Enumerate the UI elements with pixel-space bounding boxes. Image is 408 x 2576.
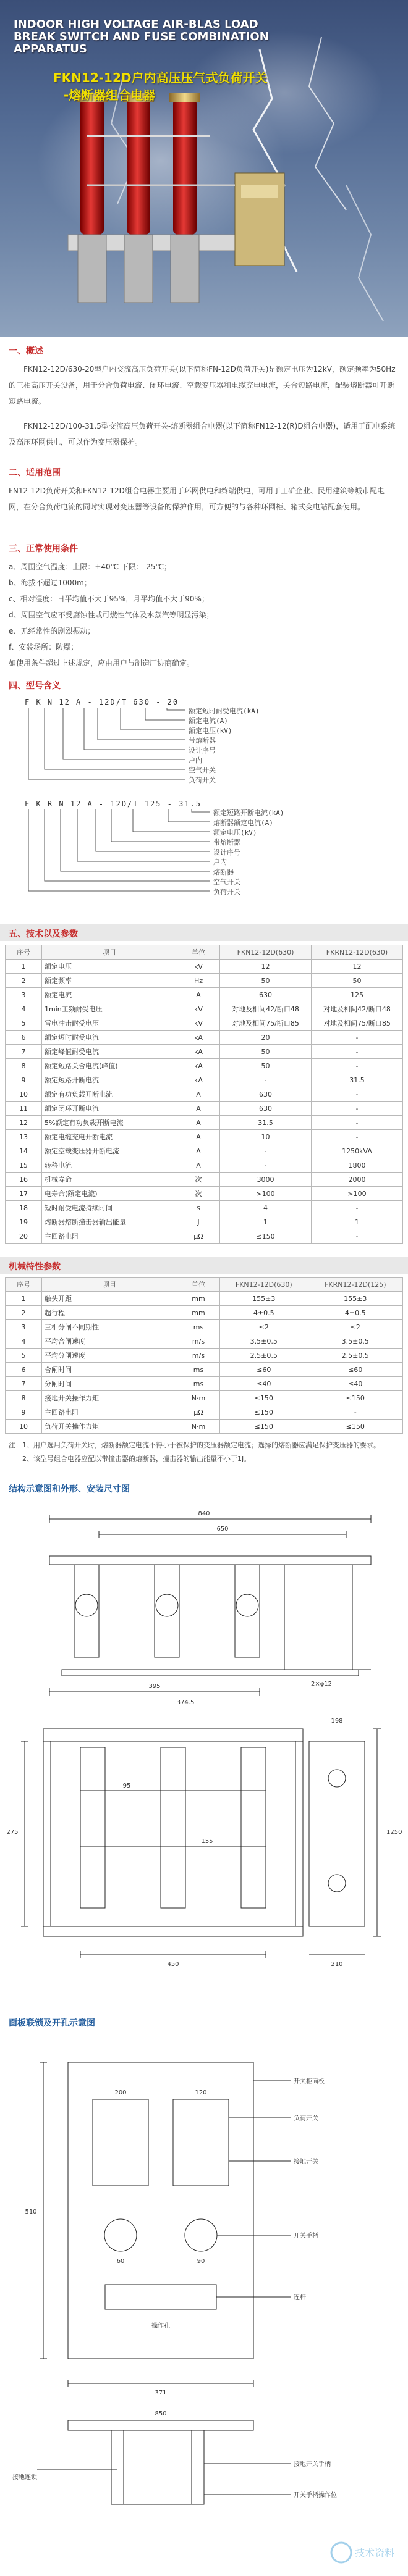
table-cell: kV (177, 1016, 220, 1031)
table-row (6, 1059, 403, 1073)
table-cell: A (177, 1087, 220, 1102)
model-code-2-label: 设计序号 (213, 848, 240, 856)
mech-params-title: 机械特性参数 (9, 1262, 61, 1272)
table-cell: 次 (177, 1173, 220, 1187)
section-scope-title: 二、适用范围 (9, 468, 61, 478)
table-cell: 2 (6, 974, 42, 988)
table-cell: A (177, 1102, 220, 1116)
table-cell: ≤40 (308, 1377, 402, 1391)
drawing-label: 开关手柄 (294, 2233, 318, 2239)
overview-paragraph-1: FKN12-12D/630-20型户内交流高压负荷开关(以下简称FN-12D负荷开关)是额定电压为12kV，额定频率为50Hz的三相高压开关设备，用于分合负荷电流、闭环电流、空载变压器和电缆充电电流，关合短路电流，配装熔断器可开断短路电流。 (9, 365, 396, 406)
section-scope-text (9, 483, 398, 515)
drawing-label: 开关手柄操作位 (294, 2492, 337, 2499)
table-cell: 2.5±0.5 (308, 1349, 402, 1363)
table-cell: 对地及相间42/断口48 (312, 1002, 403, 1016)
table-cell: 额定短路关合电流(峰值) (42, 1059, 177, 1073)
table-cell: m/s (177, 1334, 220, 1349)
table-cell: ms (177, 1320, 220, 1334)
table-cell: 12 (220, 960, 312, 974)
table-cell: 合闸时间 (42, 1363, 177, 1377)
condition-item: e、无经常性的剧烈振动； (9, 627, 95, 635)
tech-params-table (5, 945, 403, 1244)
table-row (6, 1201, 403, 1215)
hero-title-cn-1: FKN12-12D户内高压压气式负荷开关 (53, 70, 268, 85)
model-code-2-label: 空气开关 (213, 878, 240, 886)
dim-label: 120 (195, 2089, 207, 2096)
table-cell: 1min工频耐受电压 (42, 1002, 177, 1016)
table-cell: 1250kVA (312, 1144, 403, 1158)
hero-title-cn-2: -熔断器组合电器 (64, 88, 156, 102)
table-cell: 4 (6, 1334, 42, 1349)
condition-item: c、相对湿度：日平均值不大于95%，月平均值不大于90%； (9, 595, 209, 603)
table-cell: ≤60 (308, 1363, 402, 1377)
model-code-2-label: 带熔断器 (213, 838, 240, 847)
model-code-1-text: F K N 12 A - 12D/T 630 - 20 (25, 698, 179, 706)
table-cell: 平均合闸速度 (42, 1334, 177, 1349)
drawing-1-title: 结构示意图和外形、安装尺寸图 (9, 1484, 130, 1494)
table-row (6, 1420, 403, 1434)
drawing-label: 接地开关手柄 (294, 2461, 331, 2468)
dim-label: 450 (167, 1961, 179, 1968)
model-code-2-label: 熔断器额定电流(A) (213, 819, 273, 827)
table-cell: 2 (6, 1306, 42, 1320)
section-overview-text (9, 361, 398, 450)
table-cell: 19 (6, 1215, 42, 1229)
table-header: 单位 (177, 945, 220, 960)
model-code-2-label: 户内 (213, 858, 227, 866)
table-cell: 630 (220, 988, 312, 1002)
table-cell: 4 (220, 1201, 312, 1215)
mech-params-table (5, 1277, 403, 1434)
table-cell: 5 (6, 1016, 42, 1031)
table-cell: 次 (177, 1187, 220, 1201)
drawing-label: 接地连锁 (12, 2474, 37, 2481)
model-code-1-label: 空气开关 (189, 766, 216, 774)
table-cell: 20 (6, 1229, 42, 1244)
table-cell: 50 (220, 1059, 312, 1073)
section-conditions-title: 三、正常使用条件 (9, 544, 78, 554)
table-cell: 额定电缆充电开断电流 (42, 1130, 177, 1144)
table-cell: 短时耐受电流持续时间 (42, 1201, 177, 1215)
table-cell: N·m (177, 1391, 220, 1405)
table-row (6, 1292, 403, 1306)
table-row (6, 1045, 403, 1059)
table-cell: kV (177, 1002, 220, 1016)
table-cell: m/s (177, 1349, 220, 1363)
table-row (6, 1391, 403, 1405)
table-cell: >100 (220, 1187, 312, 1201)
table-cell: 超行程 (42, 1306, 177, 1320)
model-code-2-label: 熔断器 (213, 868, 234, 876)
table-cell: ≤60 (220, 1363, 308, 1377)
table-cell: 8 (6, 1059, 42, 1073)
table-row (6, 1377, 403, 1391)
table-cell: ≤2 (220, 1320, 308, 1334)
watermark-logo (329, 2540, 397, 2565)
model-code-2-label: 负荷开关 (213, 888, 240, 896)
table-cell: 电寿命(额定电流) (42, 1187, 177, 1201)
table-cell: 20 (220, 1031, 312, 1045)
section-overview-title: 一、概述 (9, 346, 43, 356)
table-row (6, 1016, 403, 1031)
table-cell: A (177, 1158, 220, 1173)
dim-label: 2×φ12 (310, 1681, 333, 1687)
table-cell: 对地及相间75/断口85 (220, 1016, 312, 1031)
table-cell: 14 (6, 1144, 42, 1158)
table-cell: A (177, 1130, 220, 1144)
table-cell: 9 (6, 1405, 42, 1420)
drawing-2-band (0, 2013, 408, 2030)
table-row (6, 1102, 403, 1116)
drawing-2-title: 面板联锁及开孔示意图 (9, 2018, 95, 2028)
table-cell: 1 (220, 1215, 312, 1229)
dim-label: 840 (198, 1510, 210, 1517)
table-row (6, 1002, 403, 1016)
table-cell: - (312, 1059, 403, 1073)
table-cell: 额定峰值耐受电流 (42, 1045, 177, 1059)
panel-interlock-drawing (0, 2038, 408, 2544)
model-code-2-label: 额定短路开断电流(kA) (213, 809, 284, 817)
table-cell: 630 (220, 1087, 312, 1102)
table-header-row (6, 1278, 403, 1292)
hero-title-en: INDOOR HIGH VOLTAGE AIR-BLAS LOAD BREAK SWITCH AND FUSE COMBINATION APPARATUS (14, 18, 269, 56)
table-cell: - (312, 1116, 403, 1130)
table-cell: 熔断器熔断撞击器输出能量 (42, 1215, 177, 1229)
table-cell: 4 (6, 1002, 42, 1016)
table-cell: 1 (312, 1215, 403, 1229)
table-header: 项目 (42, 945, 177, 960)
model-code-2-leaders (25, 800, 371, 908)
dim-label: 374.5 (176, 1699, 195, 1706)
table-row (6, 960, 403, 974)
table-cell: mm (177, 1306, 220, 1320)
switch-pole-2 (123, 93, 154, 303)
table-header: 单位 (177, 1278, 220, 1292)
table-row (6, 974, 403, 988)
table-cell: ≤2 (308, 1320, 402, 1334)
table-cell: - (308, 1405, 402, 1420)
table-cell: 3 (6, 1320, 42, 1334)
table-row (6, 1306, 403, 1320)
table-cell: 155±3 (220, 1292, 308, 1306)
notes (9, 1439, 398, 1466)
table-row (6, 1116, 403, 1130)
table-cell: J (177, 1215, 220, 1229)
table-cell: ≤150 (220, 1405, 308, 1420)
table-cell: - (312, 1045, 403, 1059)
table-cell: 10 (6, 1420, 42, 1434)
table-cell: kA (177, 1059, 220, 1073)
table-row (6, 1405, 403, 1420)
table-cell: 分闸时间 (42, 1377, 177, 1391)
dim-label: 275 (6, 1829, 19, 1836)
table-cell: 17 (6, 1187, 42, 1201)
table-cell: 31.5 (220, 1116, 312, 1130)
table-cell: 630 (220, 1102, 312, 1116)
dim-label: 371 (155, 2390, 167, 2396)
table-row (6, 1173, 403, 1187)
table-header: FKRN12-12D(125) (308, 1278, 402, 1292)
table-cell: 7 (6, 1377, 42, 1391)
table-cell: 主回路电阻 (42, 1405, 177, 1420)
table-cell: 额定空载变压器开断电流 (42, 1144, 177, 1158)
table-cell: 13 (6, 1130, 42, 1144)
dim-label: 60 (116, 2258, 125, 2265)
table-cell: s (177, 1201, 220, 1215)
table-cell: 50 (220, 1045, 312, 1059)
table-row (6, 988, 403, 1002)
table-cell: 2.5±0.5 (220, 1349, 308, 1363)
table-cell: 9 (6, 1073, 42, 1087)
table-cell: - (312, 1031, 403, 1045)
model-code-1-label: 额定电流(A) (189, 717, 228, 725)
table-cell: Hz (177, 974, 220, 988)
table-cell: 125 (312, 988, 403, 1002)
table-cell: 10 (6, 1087, 42, 1102)
table-row (6, 1334, 403, 1349)
table-header: 项目 (42, 1278, 177, 1292)
table-cell: 额定闭环开断电流 (42, 1102, 177, 1116)
table-cell: 5 (6, 1349, 42, 1363)
watermark-text: 技术资料 (355, 2547, 395, 2559)
table-cell: kV (177, 960, 220, 974)
table-cell: 12 (6, 1116, 42, 1130)
table-cell: 转移电流 (42, 1158, 177, 1173)
table-header: 序号 (6, 945, 42, 960)
table-cell: A (177, 1116, 220, 1130)
table-cell: 额定频率 (42, 974, 177, 988)
model-code-1-label: 设计序号 (189, 746, 216, 755)
model-code-1-label: 户内 (189, 756, 202, 764)
table-cell: - (220, 1158, 312, 1173)
model-code-1-label: 负荷开关 (189, 776, 216, 784)
dim-label: 198 (331, 1718, 343, 1725)
drawing-label: 连杆 (294, 2294, 306, 2301)
switch-pole-1 (77, 93, 108, 303)
table-cell: μΩ (177, 1229, 220, 1244)
drawing-label: 负荷开关 (294, 2115, 318, 2122)
table-cell: 50 (312, 974, 403, 988)
table-cell: 10 (220, 1130, 312, 1144)
dim-label: 90 (197, 2258, 205, 2265)
table-cell: 4±0.5 (308, 1306, 402, 1320)
condition-item: d、周围空气应不受腐蚀性或可燃性气体及水蒸汽等明显污染； (9, 611, 214, 619)
tech-params-title: 五、技术以及参数 (9, 929, 78, 939)
table-header: 序号 (6, 1278, 42, 1292)
table-cell: 2000 (312, 1173, 403, 1187)
table-row (6, 1087, 403, 1102)
note-2: 2、该型号组合电器应配以带撞击器的熔断器，撞击器的输出能量不小于1J。 (22, 1455, 251, 1463)
condition-note: 如使用条件超过上述规定，应由用户与制造厂协商确定。 (9, 659, 195, 667)
table-header: FKN12-12D(630) (220, 1278, 308, 1292)
note-1: 注：1、用户选用负荷开关时，熔断器额定电流不得小于被保护的变压器额定电流；选择的熔断器应满足保护变压器的要求。 (9, 1441, 380, 1449)
table-cell: - (312, 1229, 403, 1244)
table-row (6, 1144, 403, 1158)
table-row (6, 1031, 403, 1045)
condition-item: b、海拔不超过1000m； (9, 579, 91, 587)
model-code-1-label: 额定短时耐受电流(kA) (189, 707, 260, 715)
table-cell: 4±0.5 (220, 1306, 308, 1320)
dim-label: 395 (148, 1683, 161, 1690)
table-row (6, 1363, 403, 1377)
switch-pole-3 (169, 93, 200, 303)
table-cell: - (312, 1087, 403, 1102)
drawing-label: 接地开关 (294, 2159, 318, 2165)
table-cell: ms (177, 1377, 220, 1391)
dim-label: 850 (155, 2411, 167, 2417)
overview-paragraph-2: FKN12-12D/100-31.5型交流高压负荷开关-熔断器组合电器(以下简称FN12-12(R)D组合电器)，适用于配电系统及高压环网供电，可以作为变压器保护。 (9, 422, 396, 446)
dim-label: 95 (122, 1783, 131, 1789)
table-cell: 12 (312, 960, 403, 974)
table-cell: ≤150 (308, 1420, 402, 1434)
table-row (6, 1349, 403, 1363)
dim-label: 650 (216, 1526, 229, 1533)
drawing-1-band (0, 1479, 408, 1496)
table-cell: 6 (6, 1031, 42, 1045)
model-code-2-label: 额定电压(kV) (213, 829, 257, 837)
table-cell: 额定电压 (42, 960, 177, 974)
table-cell: >100 (312, 1187, 403, 1201)
table-row (6, 1073, 403, 1087)
table-cell: 50 (220, 974, 312, 988)
table-cell: 3.5±0.5 (308, 1334, 402, 1349)
table-cell: 1 (6, 960, 42, 974)
model-code-1 (25, 698, 371, 790)
table-cell: 对地及相间75/断口85 (312, 1016, 403, 1031)
table-cell: 5%额定有功负载开断电流 (42, 1116, 177, 1130)
condition-item: a、周围空气温度：上限：+40℃ 下限：-25℃； (9, 562, 172, 571)
dim-label: 510 (25, 2209, 37, 2215)
table-header-row (6, 945, 403, 960)
table-cell: 11 (6, 1102, 42, 1116)
dim-label: 1250 (386, 1829, 402, 1836)
table-cell: - (220, 1073, 312, 1087)
table-cell: - (312, 1201, 403, 1215)
table-cell: 155±3 (308, 1292, 402, 1306)
table-cell: kA (177, 1073, 220, 1087)
drawing-label: 操作孔 (151, 2323, 170, 2330)
table-cell: 31.5 (312, 1073, 403, 1087)
table-cell: 额定短路开断电流 (42, 1073, 177, 1087)
table-cell: 16 (6, 1173, 42, 1187)
table-cell: 触头开距 (42, 1292, 177, 1306)
model-code-2-text: F K R N 12 A - 12D/T 125 - 31.5 (25, 800, 202, 808)
table-cell: kA (177, 1045, 220, 1059)
table-row (6, 1320, 403, 1334)
table-cell: 主回路电阻 (42, 1229, 177, 1244)
table-cell: - (312, 1130, 403, 1144)
table-cell: - (312, 1102, 403, 1116)
table-cell: 对地及相间42/断口48 (220, 1002, 312, 1016)
table-cell: kA (177, 1031, 220, 1045)
table-cell: mm (177, 1292, 220, 1306)
table-cell: ≤150 (308, 1391, 402, 1405)
table-cell: 15 (6, 1158, 42, 1173)
dim-label: 210 (331, 1961, 343, 1968)
table-cell: μΩ (177, 1405, 220, 1420)
hero-banner (0, 0, 408, 337)
table-cell: A (177, 1144, 220, 1158)
table-row (6, 1229, 403, 1244)
table-cell: 额定有功负载开断电流 (42, 1087, 177, 1102)
table-cell: 1800 (312, 1158, 403, 1173)
table-cell: 额定电流 (42, 988, 177, 1002)
table-cell: 三相分闸不同期性 (42, 1320, 177, 1334)
section-conditions-list (9, 559, 398, 671)
table-cell: ≤150 (220, 1229, 312, 1244)
table-row (6, 1215, 403, 1229)
dim-label: 200 (114, 2089, 127, 2096)
drawing-label: 开关柜面板 (294, 2078, 325, 2085)
table-cell: 7 (6, 1045, 42, 1059)
model-code-1-label: 额定电压(kV) (189, 727, 232, 735)
table-cell: 平均分闸速度 (42, 1349, 177, 1363)
section-model-title: 四、型号含义 (9, 681, 61, 691)
table-cell: - (220, 1144, 312, 1158)
table-row (6, 1130, 403, 1144)
scope-paragraph: FN12-12D负荷开关和FKN12-12D组合电器主要用于环网供电和终端供电，可用于工矿企业、民用建筑等城市配电网，在分合负荷电流的同时实现对变压器等设备的保护作用，可方便的与各种环网柜、箱式变电站配套使用。 (9, 487, 385, 511)
table-cell: ≤40 (220, 1377, 308, 1391)
structure-drawing (0, 1500, 408, 1982)
condition-item: f、安装场所：防爆； (9, 643, 79, 651)
table-cell: N·m (177, 1420, 220, 1434)
mech-params-band (0, 1257, 408, 1274)
table-cell: 1 (6, 1292, 42, 1306)
table-cell: 3000 (220, 1173, 312, 1187)
table-cell: ≤150 (220, 1391, 308, 1405)
table-cell: A (177, 988, 220, 1002)
tech-params-band (0, 924, 408, 941)
table-cell: 18 (6, 1201, 42, 1215)
table-cell: 8 (6, 1391, 42, 1405)
table-cell: ≤150 (220, 1420, 308, 1434)
table-header: FKN12-12D(630) (220, 945, 312, 960)
table-cell: 6 (6, 1363, 42, 1377)
table-cell: ms (177, 1363, 220, 1377)
table-cell: 3 (6, 988, 42, 1002)
table-cell: 额定短时耐受电流 (42, 1031, 177, 1045)
table-cell: 3.5±0.5 (220, 1334, 308, 1349)
table-cell: 机械寿命 (42, 1173, 177, 1187)
table-row (6, 1187, 403, 1201)
table-row (6, 1158, 403, 1173)
table-cell: 负荷开关操作力矩 (42, 1420, 177, 1434)
table-cell: 雷电冲击耐受电压 (42, 1016, 177, 1031)
model-code-1-label: 带熔断器 (189, 737, 216, 745)
model-code-2 (25, 800, 371, 908)
table-cell: 接地开关操作力矩 (42, 1391, 177, 1405)
table-header: FKRN12-12D(630) (312, 945, 403, 960)
dim-label: 155 (201, 1838, 213, 1845)
